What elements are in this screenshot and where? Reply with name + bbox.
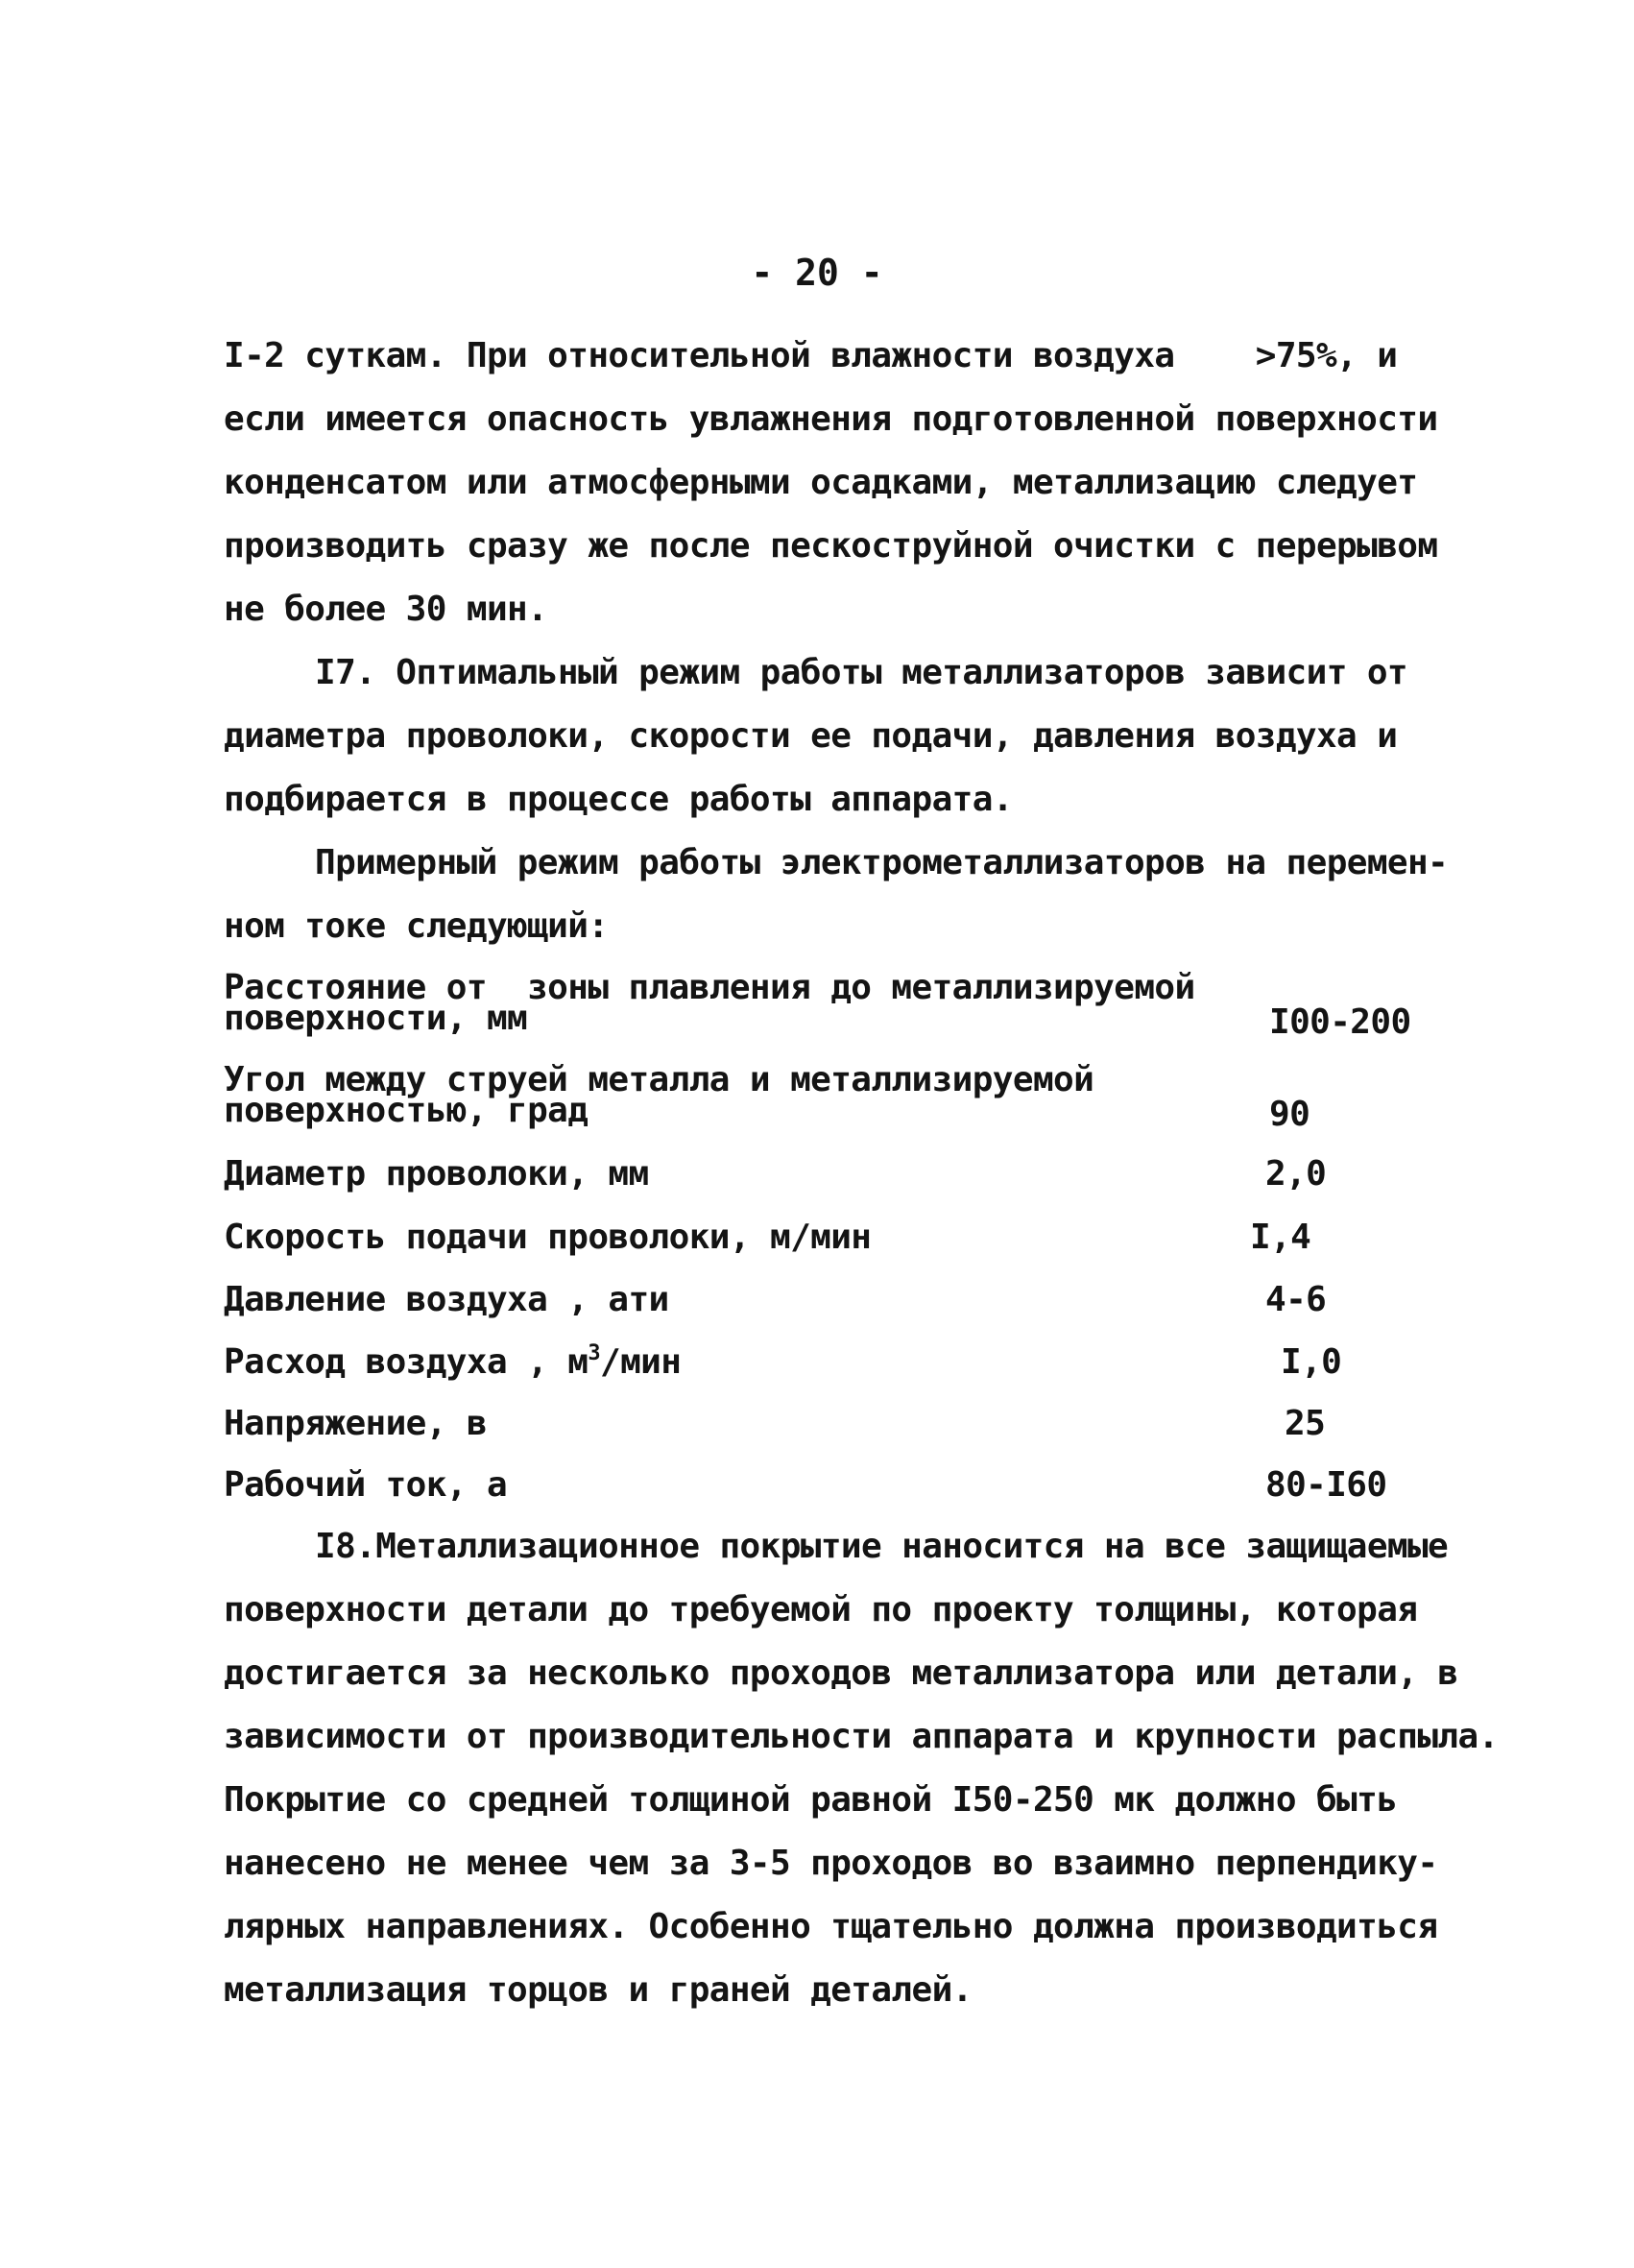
paragraph-18-line: лярных направлениях. Особенно тщательно должна производиться — [224, 1907, 1438, 1946]
text-line: производить сразу же после пескоструйной очистки с перерывом — [224, 526, 1438, 566]
paragraph-18-line: поверхности детали до требуемой по проекту толщины, которая — [224, 1590, 1418, 1629]
parameter-label: Угол между струей металла и металлизируемой — [224, 1060, 1094, 1099]
parameter-label: Напряжение, в — [224, 1404, 487, 1443]
parameter-label: Скорость подачи проволоки, м/мин — [224, 1218, 872, 1257]
paragraph-17-line: диаметра проволоки, скорости ее подачи, давления воздуха и — [224, 716, 1398, 756]
parameter-value: 80-I60 — [1265, 1465, 1387, 1505]
parameter-value: I00-200 — [1269, 1002, 1411, 1042]
parameter-label: Диаметр проволоки, мм — [224, 1154, 649, 1194]
paragraph-18-line: зависимости от производительности аппарата и крупности распыла. — [224, 1717, 1499, 1756]
parameter-value: 25 — [1285, 1404, 1326, 1443]
parameter-label: Давление воздуха , ати — [224, 1280, 669, 1319]
paragraph-17-line: I7. Оптимальный режим работы металлизаторов зависит от — [315, 653, 1407, 692]
parameter-label: поверхности, мм — [224, 999, 528, 1038]
parameter-label: поверхностью, град — [224, 1091, 589, 1130]
mode-intro-line: Примерный режим работы электрометаллизаторов на перемен- — [315, 843, 1449, 882]
parameter-value: 2,0 — [1265, 1154, 1327, 1194]
paragraph-18-line: нанесено не менее чем за 3-5 проходов во взаимно перпендику- — [224, 1844, 1438, 1883]
paragraph-18-line: Покрытие со средней толщиной равной I50-250 мк должно быть — [224, 1780, 1398, 1820]
mode-intro-line: ном токе следующий: — [224, 906, 609, 946]
page-number: - 20 - — [751, 252, 883, 294]
text-line: не более 30 мин. — [224, 590, 548, 629]
text-line: если имеется опасность увлажнения подготовленной поверхности — [224, 399, 1438, 439]
parameter-value: 90 — [1269, 1095, 1310, 1134]
text-line: I-2 суткам. При относительной влажности воздуха >75%, и — [224, 336, 1398, 375]
paragraph-18-line: металлизация торцов и граней деталей. — [224, 1970, 973, 2010]
paragraph-18-line: достигается за несколько проходов металлизатора или детали, в — [224, 1653, 1458, 1693]
paragraph-18-line: I8.Металлизационное покрытие наносится на все защищаемые — [315, 1527, 1449, 1566]
text-line: конденсатом или атмосферными осадками, металлизацию следует — [224, 463, 1418, 502]
parameter-value: I,0 — [1281, 1342, 1342, 1382]
parameter-value: I,4 — [1250, 1218, 1311, 1257]
parameter-value: 4-6 — [1265, 1280, 1327, 1319]
parameter-label: Расход воздуха , $м^3$/мин — [224, 1341, 682, 1382]
parameter-label: Рабочий ток, а — [224, 1465, 508, 1505]
paragraph-17-line: подбирается в процессе работы аппарата. — [224, 780, 1013, 819]
parameter-label: Расстояние от зоны плавления до металлизируемой — [224, 968, 1195, 1007]
